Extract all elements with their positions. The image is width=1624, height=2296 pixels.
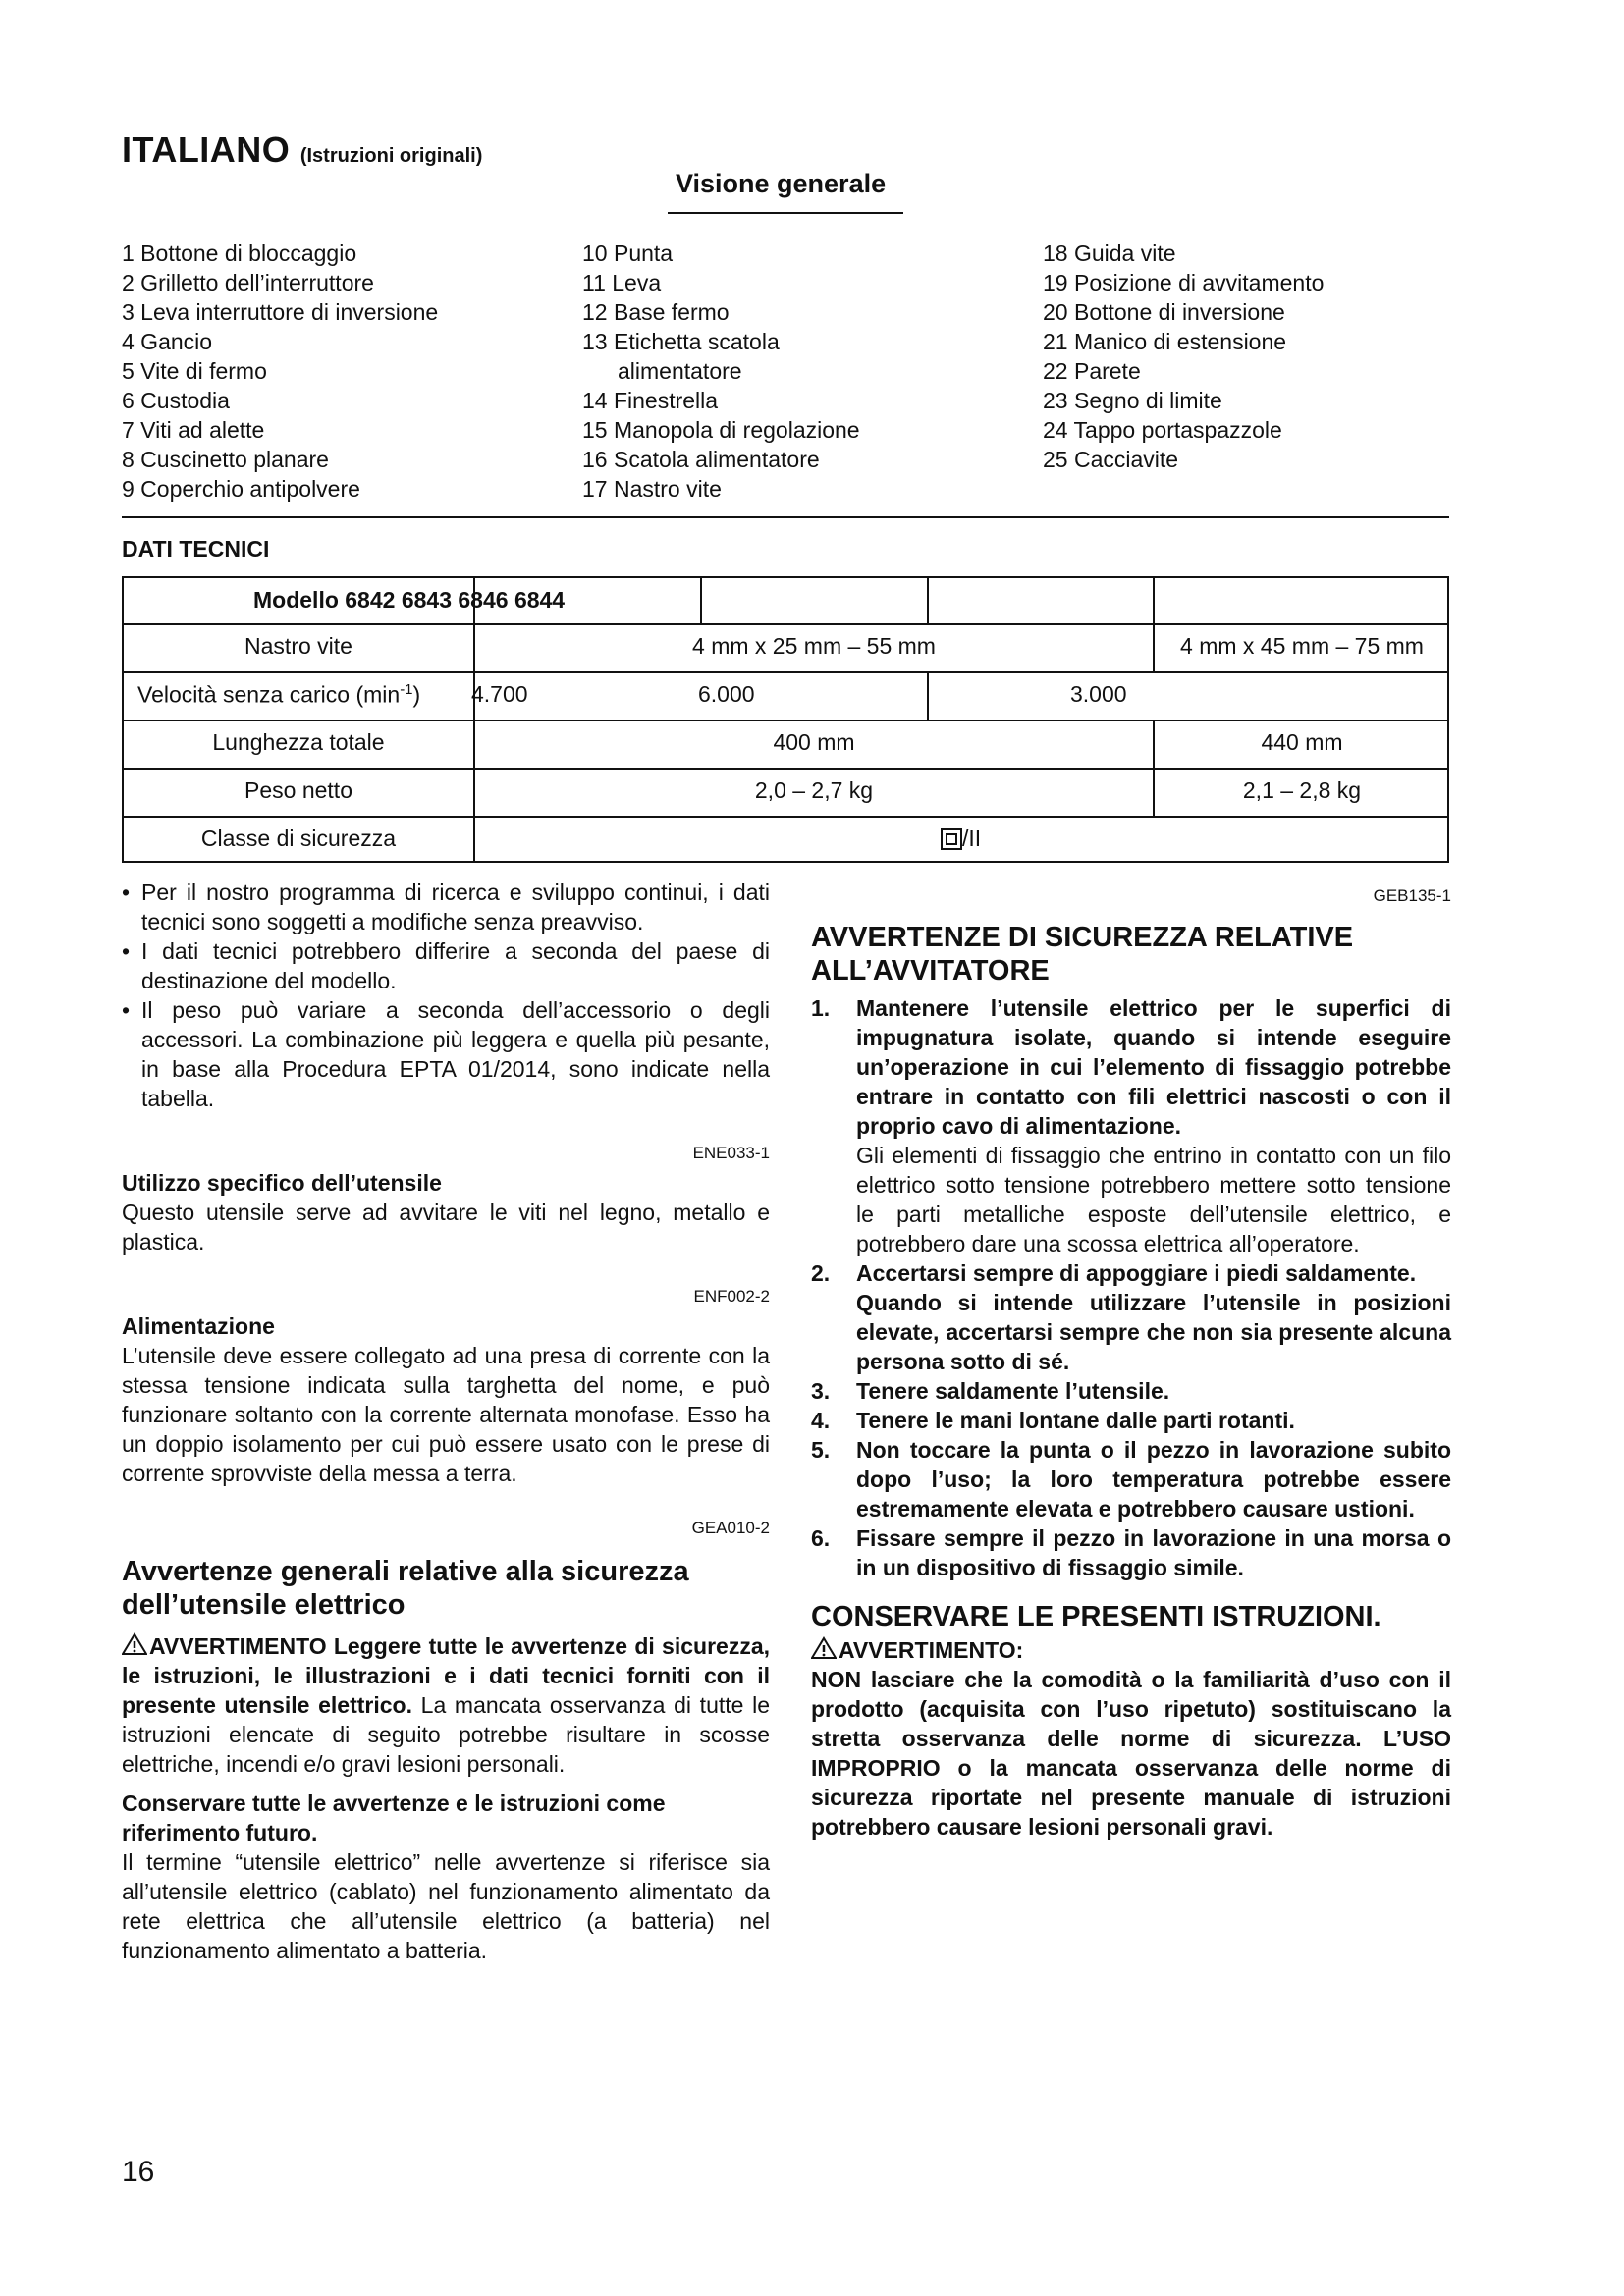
section-code: ENE033-1 (692, 1144, 770, 1162)
part-item: 4 Gancio (122, 329, 213, 354)
right-column (811, 881, 1451, 1842)
use-text: Questo utensile serve ad avvitare le viti nel legno, metallo e plastica. (122, 1200, 770, 1255)
spec-value: 2,0 – 2,7 kg (754, 777, 874, 803)
note-item: • I dati tecnici potrebbero differire a seconda del paese di destinazione del modello. (122, 936, 770, 995)
spec-value: 400 mm (773, 729, 855, 755)
safety-list (811, 993, 1451, 1582)
part-item: 22 Parete (1043, 358, 1141, 384)
power-title: Alimentazione (122, 1313, 275, 1339)
note-item: • Il peso può variare a seconda dell’accessorio o degli accessori. La combinazione più leggera e quella più pesante, in base alla Procedura EPTA 01/2014, sono indicate nella tabella. (122, 995, 770, 1113)
general-warning: AVVERTIMENTO Leggere tutte le avvertenze di sicurezza, le istruzioni, le illustrazioni e i dati tecnici forniti con il presente utensile elettrico. La mancata osservanza di tutte le istruzioni elencate di seguito potrebbe risultare in scosse elettriche, incendi e/o gravi lesioni personali. (122, 1633, 770, 1777)
part-item: 18 Guida vite (1043, 240, 1176, 266)
part-item: 3 Leva interruttore di inversione (122, 299, 439, 325)
warning-icon (811, 1636, 837, 1660)
spec-value: 6.000 (698, 681, 755, 707)
spec-value: 4.700 (471, 681, 528, 707)
safety-item: 6. Fissare sempre il pezzo in lavorazione in una morsa o in un dispositivo di fissaggio simile. (811, 1525, 1451, 1580)
safety-item: 2. Accertarsi sempre di appoggiare i piedi saldamente. Quando si intende utilizzare l’utensile in posizioni elevate, accertarsi sempre che non sia presente alcuna persona sotto di sé. (811, 1260, 1451, 1374)
part-item: 25 Cacciavite (1043, 447, 1179, 472)
spec-label: Nastro vite (244, 633, 352, 659)
language-subtitle: (Istruzioni originali) (299, 145, 483, 167)
part-item: 20 Bottone di inversione (1043, 299, 1285, 325)
specs-title: DATI TECNICI (122, 536, 270, 561)
specs-table (122, 576, 1449, 863)
spec-label: Peso netto (244, 777, 352, 803)
part-item: 11 Leva (582, 270, 662, 295)
spec-label: Classe di sicurezza (200, 826, 397, 851)
keep-instructions-title: CONSERVARE LE PRESENTI ISTRUZIONI. (811, 1601, 1381, 1632)
warning-icon (122, 1632, 147, 1656)
parts-column-2 (582, 239, 860, 504)
spec-value: 4 mm x 45 mm – 75 mm (1180, 633, 1424, 659)
parts-column-1 (122, 239, 438, 504)
parts-column-3 (1043, 239, 1324, 474)
keep-title: Conservare tutte le avvertenze e le istruzioni come riferimento futuro. (122, 1790, 666, 1845)
part-item: 23 Segno di limite (1043, 388, 1222, 413)
part-item: 19 Posizione di avvitamento (1043, 270, 1325, 295)
overview-underline (668, 212, 903, 214)
spec-label: Velocità senza carico $(\min^{-1})$ (137, 681, 421, 708)
safety-item: 5. Non toccare la punta o il pezzo in lavorazione subito dopo l’uso; la loro temperatura potrebbe essere estremamente elevata e potrebbero causare ustioni. (811, 1437, 1451, 1522)
safety-item: 1. Mantenere l’utensile elettrico per le superfici di impugnatura isolate, quando si intende eseguire un’operazione in cui l’elemento di fissaggio potrebbe entrare in contatto con fili elettrici nascosti o con il proprio cavo di alimentazione. Gli elementi di fissaggio che entrino in contatto con un filo elettrico sotto tensione potrebbero mettere sotto tensione le parti metalliche esposte dell’utensile elettrico, e potrebbero dare una scossa elettrica all’operatore. (811, 995, 1451, 1256)
spec-value: 2,1 – 2,8 kg (1242, 777, 1362, 803)
page-number: 16 (122, 2156, 155, 2188)
part-item: 24 Tappo portaspazzole (1043, 417, 1282, 443)
part-item: 16 Scatola alimentatore (582, 447, 820, 472)
note-item: • Per il nostro programma di ricerca e sviluppo continui, i dati tecnici sono soggetti a modifiche senza preavviso. (122, 878, 770, 936)
part-item: alimentatore (618, 358, 742, 384)
spec-label: Lunghezza totale (212, 729, 385, 755)
spec-value: 3.000 (1070, 681, 1127, 707)
part-item: 15 Manopola di regolazione (582, 417, 860, 443)
screwdriver-safety-title: AVVERTENZE DI SICUREZZA RELATIVE ALL’AVVITATORE (811, 922, 1354, 987)
part-item: 7 Viti ad alette (122, 417, 265, 443)
part-item: 13 Etichetta scatola (582, 329, 780, 354)
left-column (122, 878, 770, 1965)
part-item: 5 Vite di fermo (122, 358, 267, 384)
warning-text: NON lasciare che la comodità o la familiarità d’uso con il prodotto (acquisita con l’uso ripetuto) sostituiscano la stretta osservanza delle norme di sicurezza. L’USO IMPROPRIO o la mancata osservanza delle norme di sicurezza riportate nel presente manuale di istruzioni potrebbero causare lesioni personali gravi. (811, 1667, 1451, 1840)
general-safety-title: Avvertenze generali relative alla sicurezza dell’utensile elettrico (122, 1556, 689, 1621)
part-item: 8 Cuscinetto planare (122, 447, 329, 472)
overview-title: Visione generale (676, 169, 887, 198)
part-item: 9 Coperchio antipolvere (122, 476, 360, 502)
section-code: ENF002-2 (693, 1287, 770, 1306)
part-item: 2 Grilletto dell’interruttore (122, 270, 374, 295)
safety-class-value: /II (941, 826, 981, 852)
spec-value: 440 mm (1261, 729, 1343, 755)
section-code: GEB135-1 (1373, 886, 1451, 905)
double-insulation-icon (941, 828, 962, 850)
section-code: GEA010-2 (691, 1519, 770, 1537)
page-heading (122, 130, 482, 171)
power-text: L’utensile deve essere collegato ad una presa di corrente con la stessa tensione indicata sulla targhetta del nome, e può funzionare soltanto con la corrente alternata monofase. Esso ha un doppio isolamento per cui può essere usato con le prese di corrente sprovviste della messa a terra. (122, 1343, 770, 1486)
spec-value: 4 mm x 25 mm – 55 mm (692, 633, 936, 659)
part-item: 12 Base fermo (582, 299, 730, 325)
model-header: Modello 6842 6843 6846 6844 (253, 587, 566, 613)
part-item: 1 Bottone di bloccaggio (122, 240, 357, 266)
use-title: Utilizzo specifico dell’utensile (122, 1170, 442, 1196)
safety-item: 4. Tenere le mani lontane dalle parti rotanti. (811, 1408, 1295, 1433)
part-item: 17 Nastro vite (582, 476, 722, 502)
part-item: 14 Finestrella (582, 388, 719, 413)
keep-text: Il termine “utensile elettrico” nelle avvertenze si riferisce sia all’utensile elettrico (cablato) nel funzionamento alimentato da rete elettrica che all’utensile elettrico (a batteria) nel funzionamento alimentato a batteria. (122, 1849, 770, 1963)
warning-label: AVVERTIMENTO: (811, 1635, 1451, 1665)
safety-item: 3. Tenere saldamente l’utensile. (811, 1378, 1170, 1404)
part-item: 6 Custodia (122, 388, 230, 413)
part-item: 21 Manico di estensione (1043, 329, 1287, 354)
language-title: ITALIANO (122, 130, 291, 170)
section-divider (122, 516, 1449, 518)
part-item: 10 Punta (582, 240, 674, 266)
